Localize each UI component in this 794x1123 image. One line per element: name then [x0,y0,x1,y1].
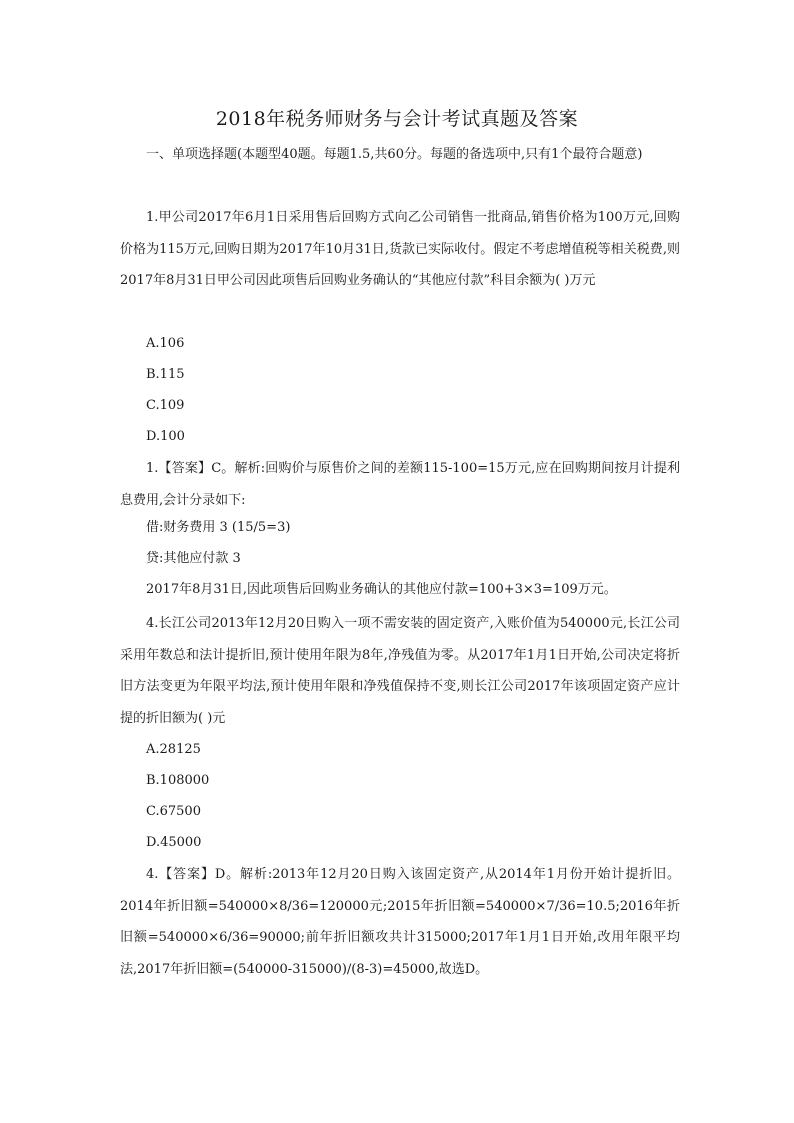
question-4-answer: 4.【答案】D。解析:2013年12月20日购入该固定资产,从2014年1月份开始计提折旧。2014年折旧额=540000×8/36=120000元;2015年折旧额=540000×7/36=10.5;2016年折旧额=540000×6/36=90000;前年折旧额攻共计315000;2017年1月1日开始,改用年限平均法,2017年折旧额=(540000-315000)/(8-3)=45000,故选D。 [120,867,680,977]
question-1-option-d: D.100 [146,429,185,444]
question-1-conclusion: 2017年8月31日,因此项售后回购业务确认的其他应付款=100+3×3=109万元。 [146,582,617,597]
journal-entry-credit: 贷:其他应付款 3 [146,551,241,566]
question-1-option-a: A.106 [146,336,185,351]
document-title: 2018年税务师财务与会计考试真题及答案 [215,108,579,130]
question-1-option-b: B.115 [146,367,185,382]
question-4-option-a: A.28125 [146,742,201,757]
question-4-option-b: B.108000 [146,773,210,788]
question-4-option-d: D.45000 [146,835,202,850]
question-4-option-c: C.67500 [146,804,201,819]
question-1-stem: 1.甲公司2017年6月1日采用售后回购方式向乙公司销售一批商品,销售价格为100万元,回购价格为115万元,回购日期为2017年10月31日,货款已实际收付。假定不考虑增值税等相关税费,则2017年8月31日甲公司因此项售后回购业务确认的“其他应付款”科目余额为( )万元 [120,210,680,288]
question-1-option-c: C.109 [146,398,185,413]
journal-entry-debit: 借:财务费用 3 (15/5=3) [146,520,291,535]
section-heading: 一、单项选择题(本题型40题。每题1.5,共60分。每题的备选项中,只有1个最符合题意) [146,147,643,162]
question-1-answer: 1.【答案】C。解析:回购价与原售价之间的差额115-100=15万元,应在回购期间按月计提利息费用,会计分录如下: [120,461,680,508]
question-4-stem: 4.长江公司2013年12月20日购入一项不需安装的固定资产,入账价值为540000元,长江公司采用年数总和法计提折旧,预计使用年限为8年,净残值为零。从2017年1月1日开始,公司决定将折旧方法变更为年限平均法,预计使用年限和净残值保持不变,则长江公司2017年该项固定资产应计提的折旧额为( )元 [120,616,680,726]
